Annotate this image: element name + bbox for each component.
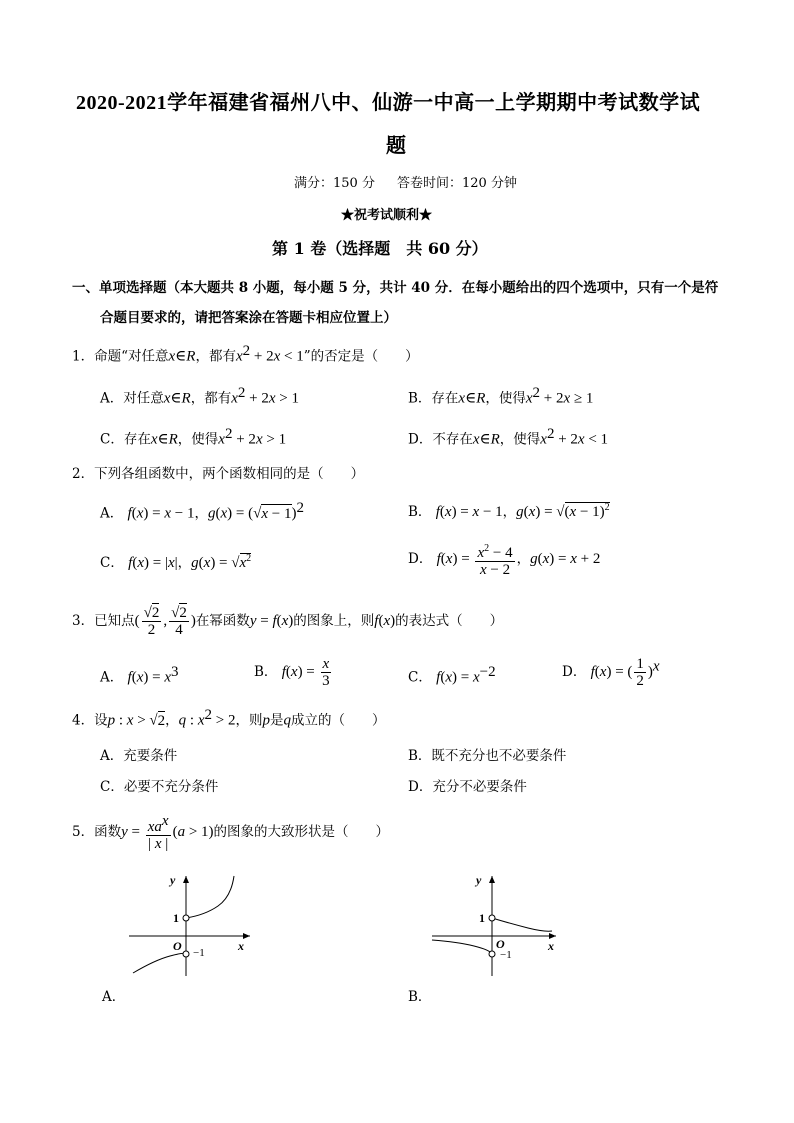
tick-label-neg-one: −1	[500, 949, 512, 961]
open-point	[183, 915, 189, 921]
question-2-option-c[interactable]: C． f(x) = |x|，$g(x) = √x^2$	[100, 553, 252, 571]
question-2-option-d[interactable]: D． f(x) = $\frac{x^2 - 4}{x - 2}$ ，g(x) = x + 2	[408, 543, 601, 578]
tick-label-neg-one: −1	[193, 947, 205, 959]
question-1-option-d[interactable]: D．不存在x∈R，使得$x^2 + 2x < 1$	[408, 426, 609, 448]
exam-time: 答卷时间：120 分钟	[397, 176, 517, 191]
open-point	[489, 951, 495, 957]
x-axis-label: x	[548, 939, 554, 953]
exam-score: 满分：150 分	[294, 176, 375, 191]
question-5: 5．函数y = $\frac{xa^x}{| x |}$ (a > 1)的图象的大致形状是（ ）	[72, 813, 390, 852]
question-text: ，都有	[195, 348, 236, 365]
tick-label-one: 1	[173, 911, 179, 925]
question-1-option-a[interactable]: A．对任意x∈R，都有$x^2 + 2x > 1$	[100, 385, 299, 407]
y-axis-arrow-icon	[489, 876, 495, 883]
y-axis-arrow-icon	[183, 876, 189, 883]
question-number: 1．	[72, 348, 95, 365]
question-1: 1．命题“对任意x∈R，都有$x^2 + 2x < 1$”的否定是（ ）	[72, 343, 419, 365]
curve-positive-branch	[492, 918, 552, 931]
tick-label-one: 1	[479, 911, 485, 925]
question-4-option-d[interactable]: D．充分不必要条件	[408, 779, 527, 795]
question-4-option-b[interactable]: B．既不充分也不必要条件	[408, 748, 567, 764]
question-3-option-a[interactable]: A． $f(x) = x^3$	[100, 664, 179, 686]
open-point	[183, 951, 189, 957]
question-5-graph-a[interactable]	[120, 868, 260, 978]
question-3-option-c[interactable]: C． $f(x) = x^{-2}$	[408, 664, 496, 686]
x-axis-label: x	[238, 939, 244, 953]
page-title-line-2: 题	[386, 135, 407, 157]
question-1-option-c[interactable]: C．存在x∈R，使得$x^2 + 2x > 1$	[100, 426, 287, 448]
y-axis-label: y	[476, 873, 482, 887]
section-instructions-line-2: 合题目要求的，请把答案涂在答题卡相应位置上）	[100, 310, 397, 326]
origin-label: O	[496, 937, 505, 951]
x-axis-arrow-icon	[243, 933, 250, 939]
y-axis-label: y	[170, 873, 176, 887]
curve-negative-branch	[133, 953, 186, 973]
question-4-option-c[interactable]: C．必要不充分条件	[100, 779, 219, 795]
page-title-line-1: 2020-2021学年福建省福州八中、仙游一中高一上学期期中考试数学试	[76, 92, 701, 114]
question-text: 命题“对任意	[94, 348, 169, 365]
question-4-option-a[interactable]: A．充要条件	[100, 748, 178, 764]
question-5-option-a-label[interactable]: A．	[102, 989, 126, 1005]
question-2-option-b[interactable]: B． f(x) = x − 1，$g(x) = √(x - 1)^2$	[408, 502, 610, 520]
question-5-option-b-label[interactable]: B．	[408, 989, 432, 1005]
question-4: 4．设p : x > √2，q : $x^2 > 2$，则p是q成立的（ ）	[72, 707, 386, 729]
open-point	[489, 915, 495, 921]
question-1-option-b[interactable]: B．存在x∈R，使得$x^2 + 2x \ge 1$	[408, 385, 594, 407]
curve-negative-branch	[432, 940, 492, 954]
exam-blessing: ★祝考试顺利★	[341, 208, 433, 223]
curve-positive-branch	[186, 876, 234, 918]
question-3-option-b[interactable]: B． f(x) = $\frac{x}{3}$	[254, 656, 330, 689]
section-instructions-line-1: 一、单项选择题（本大题共 8 小题，每小题 5 分，共计 40 分．在每小题给出的四个选项中，只有一个是符	[72, 280, 719, 296]
question-3-option-d[interactable]: D． f(x) = ( $\frac{1}{2}$ )$^x$	[562, 656, 660, 689]
question-5-graph-b[interactable]	[428, 868, 568, 978]
question-text: ”的否定是（ ）	[303, 348, 419, 365]
volume-heading: 第 1 卷（选择题 共 60 分）	[272, 239, 488, 258]
origin-label: O	[173, 939, 182, 953]
question-2: 2．下列各组函数中，两个函数相同的是（ ）	[72, 466, 365, 482]
question-2-option-a[interactable]: A． f(x) = x − 1，$g(x) = (√x - 1)^2$	[100, 500, 304, 522]
question-3: 3．已知点( $\frac{√2}{2}$ , $\frac{√2}{4}$ )在幂函数y = f(x)的图象上，则f(x)的表达式（ ）	[72, 605, 504, 638]
